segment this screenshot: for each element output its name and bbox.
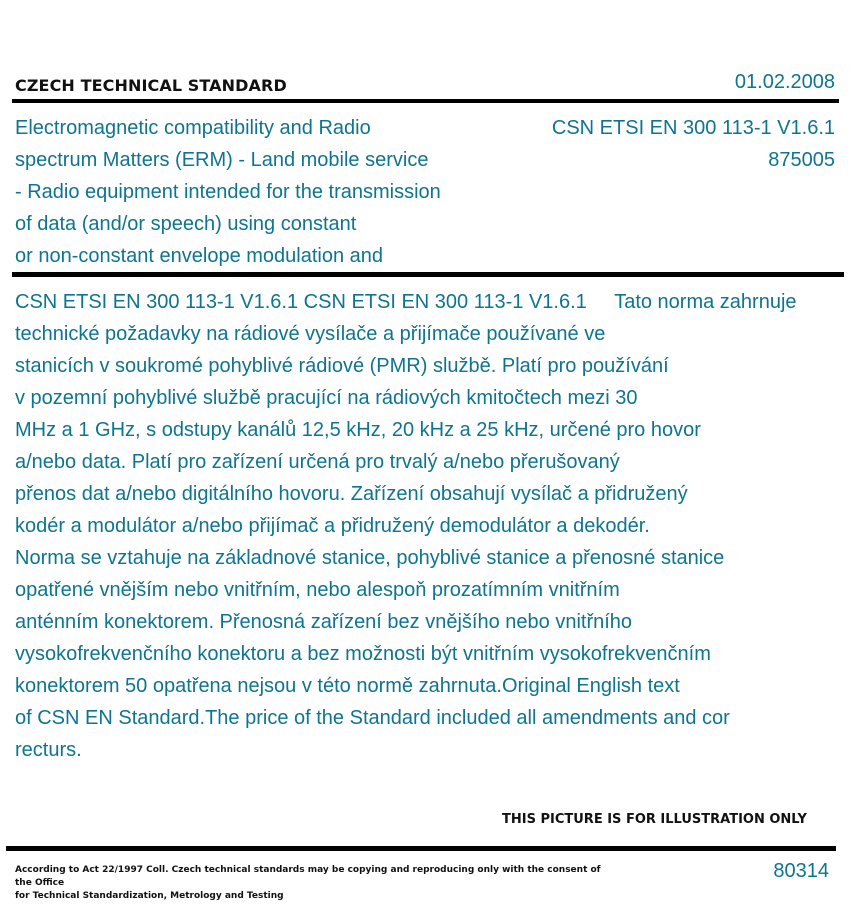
- standard-title-line: - Radio equipment intended for the transmission: [15, 181, 441, 203]
- legal-notice-line: According to Act 22/1997 Coll. Czech technical standards may be copying and reproducing only with the consent of the Office: [15, 865, 601, 888]
- standard-code: CSN ETSI EN 300 113-1 V1.6.1: [551, 117, 835, 139]
- standard-abstract: [15, 286, 865, 766]
- illustration-disclaimer: THIS PICTURE IS FOR ILLUSTRATION ONLY: [502, 812, 807, 827]
- abstract-line: of CSN EN Standard.The price of the Standard included all amendments and cor: [15, 707, 730, 729]
- top-divider: [12, 99, 839, 103]
- middle-divider: [12, 272, 844, 277]
- abstract-line: konektorem 50 opatřena nejsou v této normě zahrnuta.Original English text: [15, 675, 680, 697]
- standard-title-line: spectrum Matters (ERM) - Land mobile service: [15, 149, 429, 171]
- abstract-line: stanicích v soukromé pohyblivé rádiové (PMR) službě. Platí pro používání: [15, 355, 669, 377]
- legal-notice: [15, 864, 615, 903]
- abstract-line: Norma se vztahuje na základnové stanice, pohyblivé stanice a přenosné stanice: [15, 547, 725, 569]
- abstract-line: CSN ETSI EN 300 113-1 V1.6.1 CSN ETSI EN 300 113-1 V1.6.1 Tato norma zahrnuje: [15, 291, 797, 313]
- abstract-line: MHz a 1 GHz, s odstupy kanálů 12,5 kHz, 20 kHz a 25 kHz, určené pro hovor: [15, 419, 701, 441]
- standard-title-line: Electromagnetic compatibility and Radio: [15, 117, 371, 139]
- catalog-number: 80314: [773, 860, 829, 882]
- abstract-line: přenos dat a/nebo digitálního hovoru. Zařízení obsahují vysílač a přidružený: [15, 483, 688, 505]
- legal-notice-line: for Technical Standardization, Metrology and Testing: [15, 891, 284, 901]
- standard-title: [15, 112, 485, 272]
- standard-title-line: of data (and/or speech) using constant: [15, 213, 357, 235]
- document-type-heading: CZECH TECHNICAL STANDARD: [15, 76, 287, 95]
- abstract-line: opatřené vnějším nebo vnitřním, nebo alespoň prozatímním vnitřním: [15, 579, 620, 601]
- abstract-line: technické požadavky na rádiové vysílače a přijímače používané ve: [15, 323, 606, 345]
- catalog-id: 875005: [768, 149, 835, 171]
- standard-title-line: or non-constant envelope modulation and: [15, 245, 384, 267]
- bottom-divider: [6, 846, 836, 851]
- abstract-line: vysokofrekvenčního konektoru a bez možnosti být vnitřním vysokofrekvenčním: [15, 643, 711, 665]
- abstract-line: recturs.: [15, 739, 82, 761]
- abstract-line: a/nebo data. Platí pro zařízení určená pro trvalý a/nebo přerušovaný: [15, 451, 620, 473]
- publication-date: 01.02.2008: [734, 71, 835, 93]
- abstract-line: v pozemní pohyblivé službě pracující na rádiových kmitočtech mezi 30: [15, 387, 638, 409]
- abstract-line: anténním konektorem. Přenosná zařízení bez vnějšího nebo vnitřního: [15, 611, 633, 633]
- standard-identifier: [552, 112, 835, 176]
- abstract-line: kodér a modulátor a/nebo přijímač a přidružený demodulátor a dekodér.: [15, 515, 650, 537]
